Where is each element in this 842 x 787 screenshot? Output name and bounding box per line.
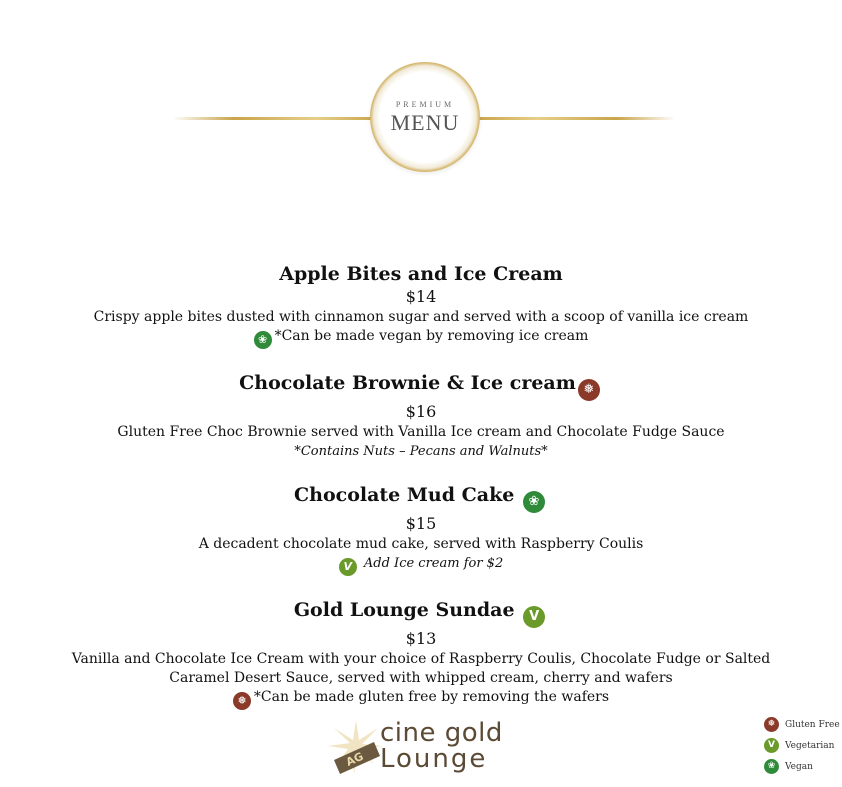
item-name-text: Chocolate Brownie & Ice cream: [239, 372, 576, 394]
legend-row-gluten-free: [764, 714, 840, 735]
gluten-free-wheat-icon: ❅: [233, 692, 251, 710]
svg-text:AG: AG: [344, 749, 366, 769]
menu-items: [0, 262, 842, 732]
item-name-text: Gold Lounge Sundae: [293, 599, 515, 621]
item-note-text: *Can be made vegan by removing ice cream: [274, 328, 589, 344]
item-price: $14: [405, 287, 437, 306]
item-price: $15: [405, 514, 437, 533]
item-name: [0, 371, 842, 401]
item-note-text: Add Ice cream for $2: [363, 556, 504, 571]
dietary-legend: [764, 714, 840, 777]
item-description: Gluten Free Choc Brownie served with Vanilla Ice cream and Chocolate Fudge Sauce: [117, 424, 725, 440]
logo-line-cine-gold: cine gold: [380, 718, 503, 748]
item-note: [0, 554, 842, 576]
cine-gold-lounge-logo: [320, 716, 540, 778]
item-price: $16: [405, 402, 437, 421]
menu-item: [0, 262, 842, 349]
cinema-ticket-logo-icon: [328, 720, 384, 774]
item-note: *Contains Nuts – Pecans and Walnuts*: [294, 444, 548, 459]
vegetarian-v-icon: V: [523, 606, 545, 628]
legend-row-vegetarian: [764, 735, 840, 756]
vegan-leaf-icon: ❀: [254, 331, 272, 349]
gold-divider-left: [172, 117, 378, 120]
gold-divider-right: [478, 117, 676, 120]
logo-wordmark: [380, 720, 530, 772]
emblem-menu-text: MENU: [390, 110, 460, 135]
logo-line-lounge: Lounge: [380, 744, 488, 774]
item-name: Apple Bites and Ice Cream: [279, 263, 563, 285]
vegan-leaf-icon: ❀: [523, 491, 545, 513]
item-description: Crispy apple bites dusted with cinnamon sugar and served with a scoop of vanilla ice cream: [93, 309, 749, 325]
item-note: [0, 327, 842, 349]
item-note-text: *Can be made gluten free by removing the wafers: [253, 689, 610, 705]
premium-menu-emblem: [370, 62, 480, 172]
item-description: Vanilla and Chocolate Ice Cream with your choice of Raspberry Coulis, Chocolate Fudge or Salted Caramel Desert Sauce, served with whipped cream, cherry and wafers: [71, 651, 771, 686]
vegan-leaf-icon: ❀: [764, 759, 779, 774]
emblem-premium-text: PREMIUM: [395, 100, 455, 109]
menu-item: [0, 598, 842, 710]
legend-row-vegan: [764, 756, 840, 777]
menu-item: [0, 483, 842, 576]
legend-label: Vegan: [785, 761, 813, 772]
item-name: [0, 598, 842, 628]
item-name-text: Chocolate Mud Cake: [294, 484, 515, 506]
vegetarian-v-icon: V: [764, 738, 779, 753]
legend-label: Vegetarian: [785, 740, 835, 751]
item-note: [0, 688, 842, 710]
legend-label: Gluten Free: [785, 719, 840, 730]
item-price: $13: [405, 629, 437, 648]
item-name: [0, 483, 842, 513]
gluten-free-wheat-icon: ❅: [578, 379, 600, 401]
item-description: A decadent chocolate mud cake, served with Raspberry Coulis: [198, 536, 644, 552]
menu-item: [0, 371, 842, 461]
gluten-free-wheat-icon: ❅: [764, 717, 779, 732]
menu-header: [0, 0, 842, 200]
vegetarian-v-icon: V: [339, 558, 357, 576]
